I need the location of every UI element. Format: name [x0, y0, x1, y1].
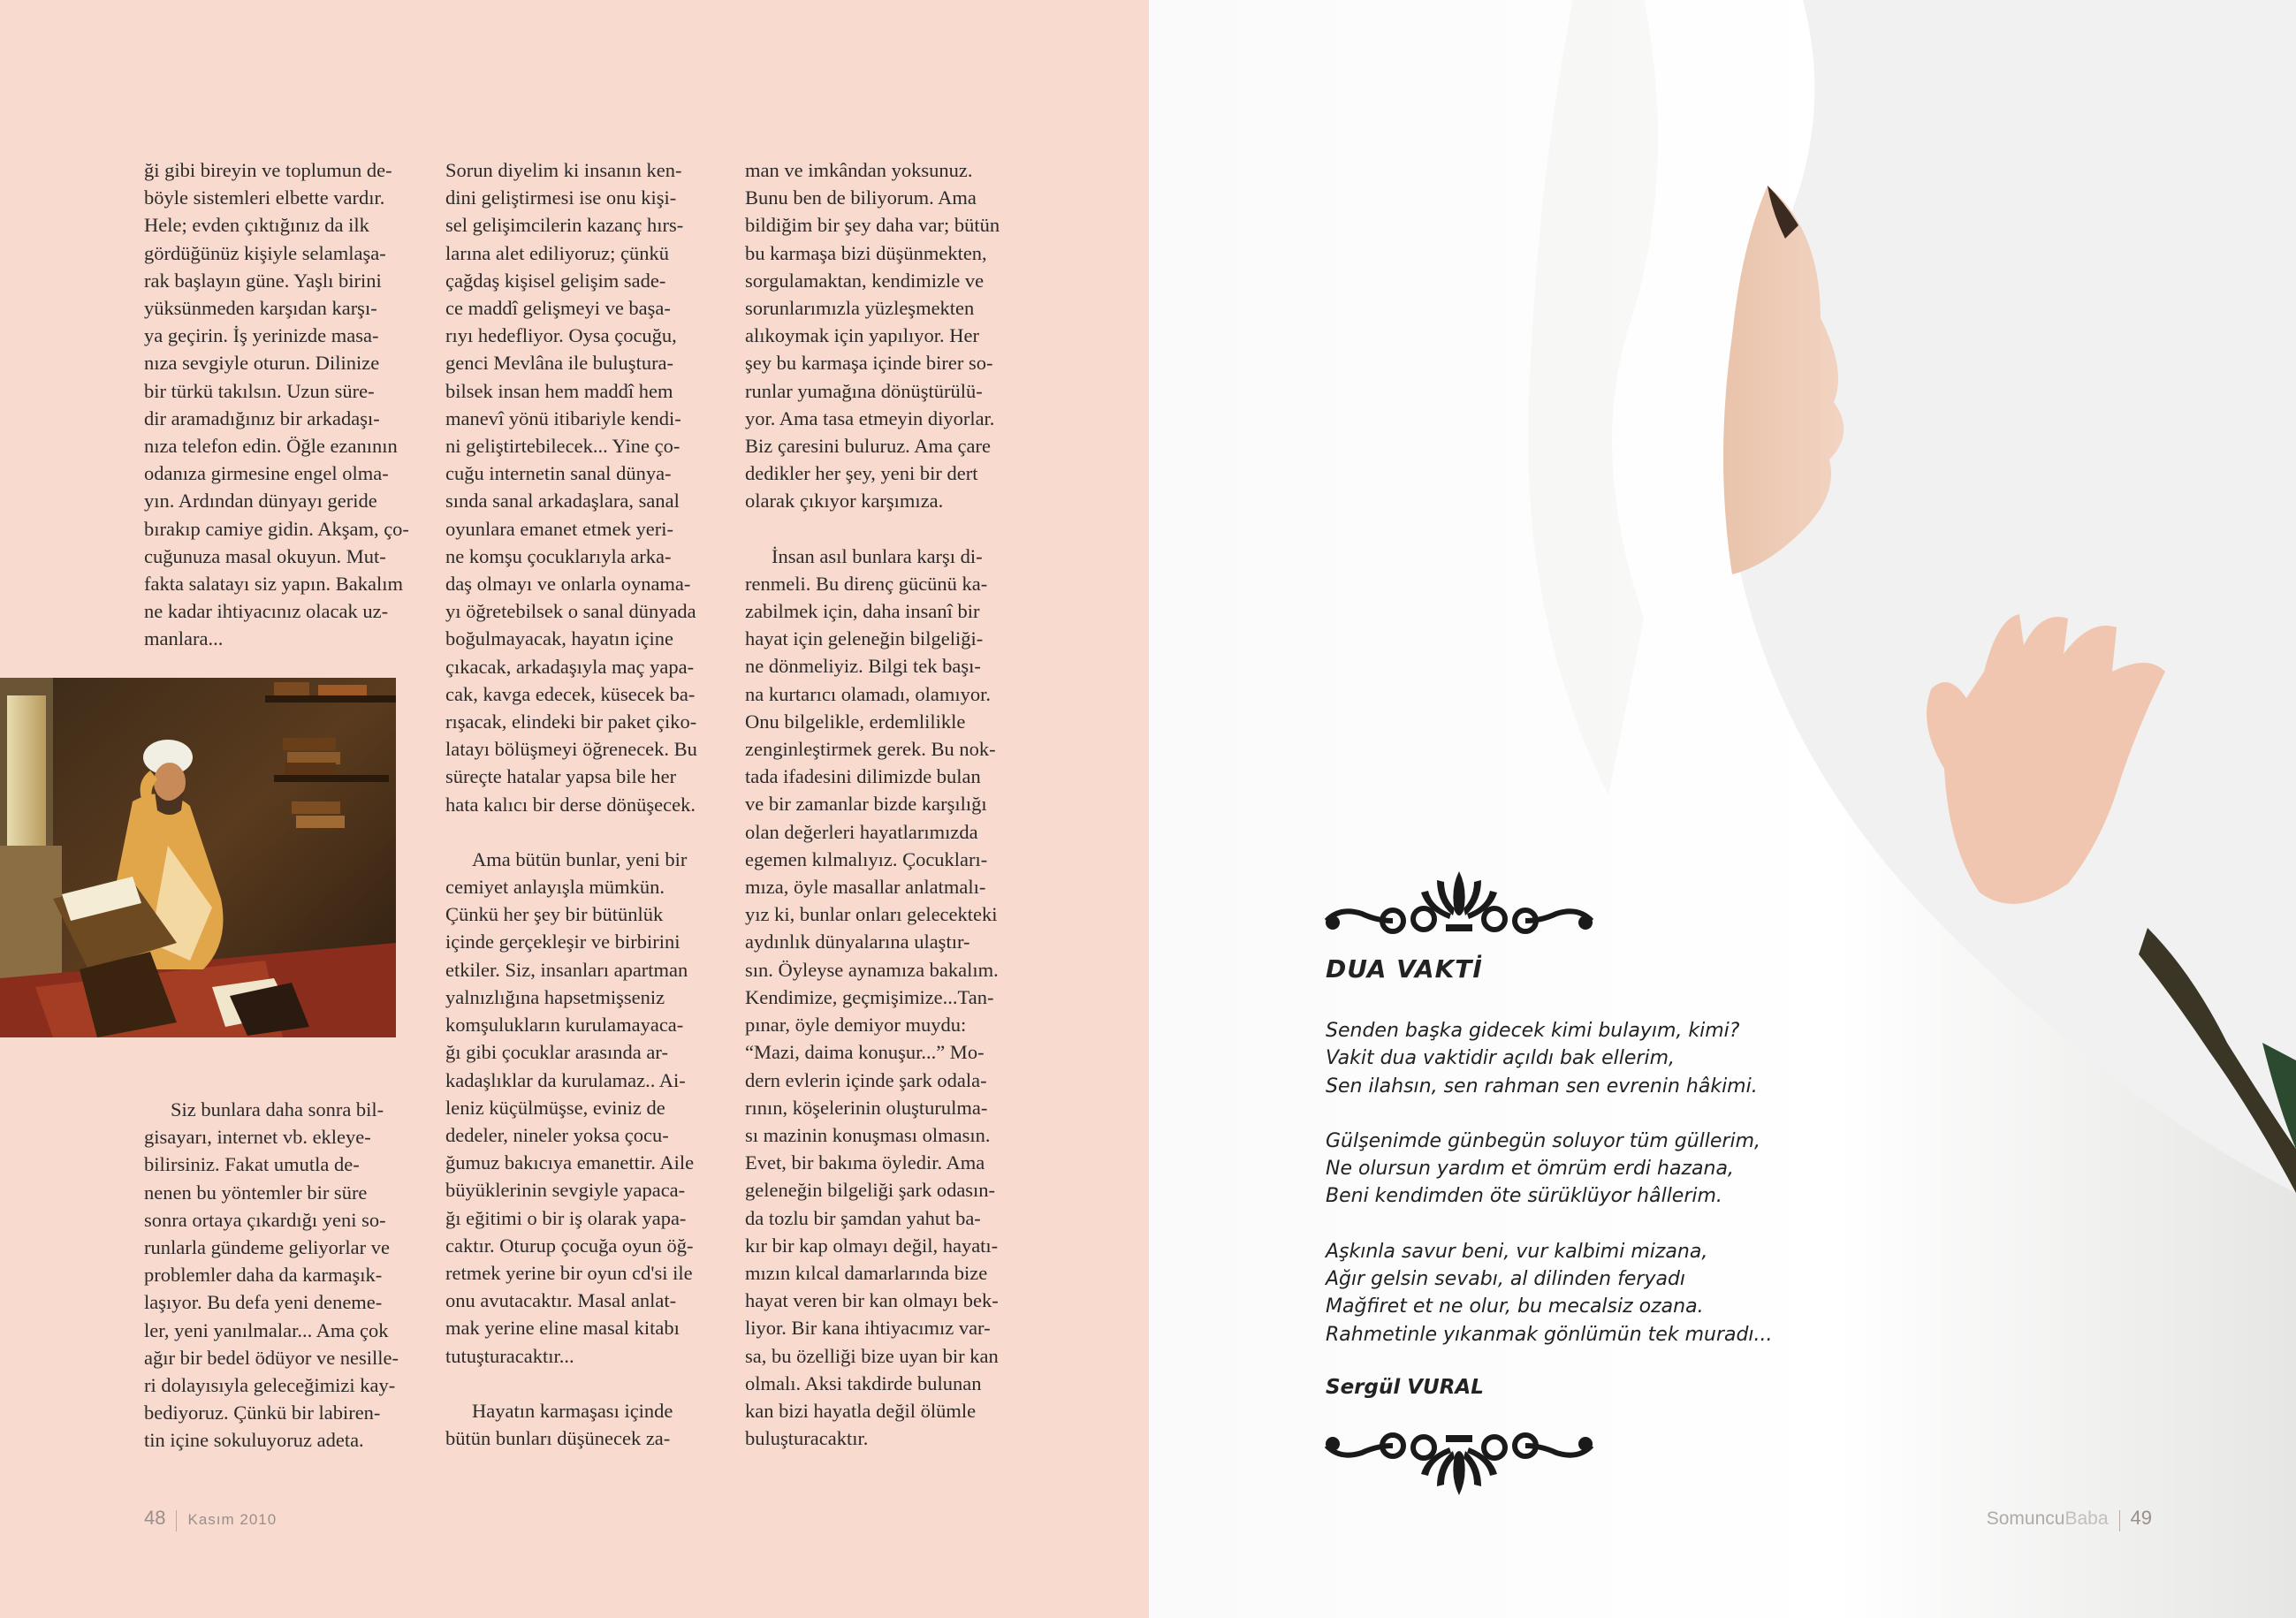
- ornament-bottom: [1322, 1424, 1596, 1504]
- column-1-top: [144, 156, 414, 680]
- paragraph: Sorun diyelim ki insanın ken- dini geliştirmesi ise onu kişi- sel gelişimcilerin kazanç hırs- larına alet ediliyoruz; çünkü çağdaş kişisel gelişim sade- ce maddî gelişmeyi ve başa- rıyı hedefliyor. Oysa çocuğu, genci Mevlâna ile buluştura- bilsek insan hem maddî hem manevî yönü itibariyle kendi- ni geliştirtebilecek... Yine ço- cuğu internetin sanal dünya- sında sanal arkadaşlara, sanal oyunlara emanet etmek yeri- ne komşu çocuklarıyla arka- daş olmayı ve onlarla oynama- yı öğretebilsek o sanal dünyada boğulmayacak, hayatın içine çıkacak, arkadaşıyla maç yapa- cak, kavga edecek, küsecek ba- rışacak, elindeki bir paket çiko- latayı bölüşmeyi öğrenecek. Bu süreçte hatalar yapsa bile her hata kalıcı bir derse dönüşecek.: [445, 159, 697, 816]
- poem-stanza: Senden başka gidecek kimi bulayım, kimi? Vakit dua vaktidir açıldı bak ellerim, Sen ilahsın, sen rahman sen evrenin hâkimi.: [1326, 1020, 1758, 1098]
- column-2: [445, 156, 714, 1479]
- poem-stanza: Gülşenimde günbegün soluyor tüm güllerim, Ne olursun yardım et ömrüm erdi hazana, Beni kendimden öte sürüklüyor hâllerim.: [1326, 1129, 1761, 1208]
- page-footer-right: [1987, 1507, 2152, 1531]
- paragraph: İnsan asıl bunlara karşı di- renmeli. Bu direnç gücünü ka- zabilmek için, daha insanî bir hayat için geleneğin bilgeliği- ne dönmeliyiz. Bilgi tek başı- na kurtarıcı olamadı, olamıyor. Onu bilgelikle, erdemlilikle zenginleştirmek gerek. Bu nok- tada ifadesini dilimizde bulan ve bir zamanlar bizde karşılığı olan değerleri hayatlarımızda egemen kılmalıyız. Çocukları- mıza, öyle masallar anlatmalı- yız ki, bunlar onları gelecekteki aydınlık dünyalarına ulaştır- sın. Öyleyse aynamıza bakalım. Kendimize, geçmişimize...Tan- pınar, öyle demiyor muydu: “Mazi, daima konuşur...” Mo- dern evlerin içinde şark odala- rının, köşelerinin oluşturulma- sı mazinin konuşması olmasın. Evet, bir bakıma öyledir. Ama geleneğin bilgeliği şark odasın- da tozlu bir şamdan yahut ba- kır bir kap olmayı değil, hayatı- mızın kılcal damarlarında bize hayat veren bir kan olmayı bek- liyor. Bir kana ihtiyacımız var- sa, bu özelliği bize uyan bir kan olmalı. Aksi takdirde bulunan kan bizi hayatla değil ölümle buluşturacaktır.: [745, 544, 999, 1450]
- column-1-bottom: [144, 1096, 414, 1482]
- paragraph: Siz bunlara daha sonra bil- gisayarı, internet vb. ekleye- bilirsiniz. Fakat umutla de- nenen bu yöntemler bir süre sonra ortaya çıkardığı yeni so- runlarla gündeme geliyorlar ve problemler daha da karmaşık- laşıyor. Bu defa yeni deneme- ler, yeni yanılmalar... Ama çok ağır bir bedel ödüyor ve nesille- ri dolayısıyla geleceğimizi kay- bediyoruz. Çünkü bir labiren- tin içine sokuluyoruz adeta.: [144, 1098, 399, 1452]
- paragraph: Ama bütün bunlar, yeni bir cemiyet anlayışla mümkün. Çünkü her şey bir bütünlük içinde gerçekleşir ve birbirini etkiler. Siz, insanları apartman yalnızlığına hapsetmişseniz komşulukların kurulamayaca- ğı gibi çocuklar arasında ar- kadaşlıklar da kurulamaz.. Ai- leniz küçülmüşse, eviniz de dedeler, nineler yoksa çocu- ğumuz bakıcıya emanettir. Aile büyüklerinin sevgiyle yapaca- ğı eğitimi o bir iş olarak yapa- caktır. Oturup çocuğa oyun öğ- retmek yerine bir oyun cd'si ile onu avutacaktır. Masal anlat- mak yerine eline masal kitabı tutuşturacaktır...: [445, 847, 695, 1367]
- footer-divider: [176, 1510, 177, 1531]
- painting-illustration: [0, 678, 396, 1037]
- poem-stanza: Aşkınla savur beni, vur kalbimi mizana, Ağır gelsin sevabı, al dilinden feryadı Mağfiret et ne olur, bu mecalsiz ozana. Rahmetinle yıkanmak gönlümün tek muradı...: [1326, 1240, 1773, 1346]
- brand-part-2: Baba: [2064, 1508, 2109, 1529]
- brand-part-1: Somuncu: [1986, 1508, 2065, 1529]
- page-footer-left: [144, 1507, 277, 1531]
- paragraph: Hayatın karmaşası içinde bütün bunları düşünecek za-: [445, 1399, 673, 1449]
- page-number: 49: [2130, 1507, 2152, 1529]
- poem-author: Sergül VURAL: [1326, 1375, 1484, 1399]
- footer-divider: [2119, 1510, 2120, 1531]
- magazine-brand: [1987, 1508, 2109, 1529]
- poem-block: [1326, 954, 1821, 1399]
- ornament-top: [1322, 862, 1596, 942]
- poem-title: DUA VAKTİ: [1326, 954, 1483, 984]
- column-3: [745, 156, 1012, 1479]
- paragraph: man ve imkândan yoksunuz. Bunu ben de biliyorum. Ama bildiğim bir şey daha var; bütün bu karmaşa bizi düşünmekten, sorgulamaktan, kendimizle ve sorunlarımızla yüzleşmekten alıkoymak için yapılıyor. Her şey bu karmaşa içinde birer so- runlar yumağına dönüştürülü- yor. Ama tasa etmeyin diyorlar. Biz çaresini buluruz. Ama çare dedikler her şey, yeni bir dert olarak çıkıyor karşımıza.: [745, 159, 1000, 513]
- ottoman-scholar-painting: [0, 678, 396, 1037]
- paragraph: ği gibi bireyin ve toplumun de- böyle sistemleri elbette vardır. Hele; evden çıktığınız da ilk gördüğünüz kişiyle selamlaşa- rak başlayın güne. Yaşlı birini yüksünmeden karşıdan karşı- ya geçirin. İş yerinizde masa- nıza sevgiyle oturun. Dilinize bir türkü takılsın. Uzun süre- dir aramadığınız bir arkadaşı- nıza telefon edin. Öğle ezanının odanıza girmesine engel olma- yın. Ardından dünyayı geride bırakıp camiye gidin. Akşam, ço- cuğunuza masal okuyun. Mut- fakta salatayı siz yapın. Bakalım ne kadar ihtiyacınız olacak uz- manlara...: [144, 159, 409, 650]
- page-number: 48: [144, 1507, 166, 1529]
- issue-date: Kasım 2010: [187, 1511, 277, 1528]
